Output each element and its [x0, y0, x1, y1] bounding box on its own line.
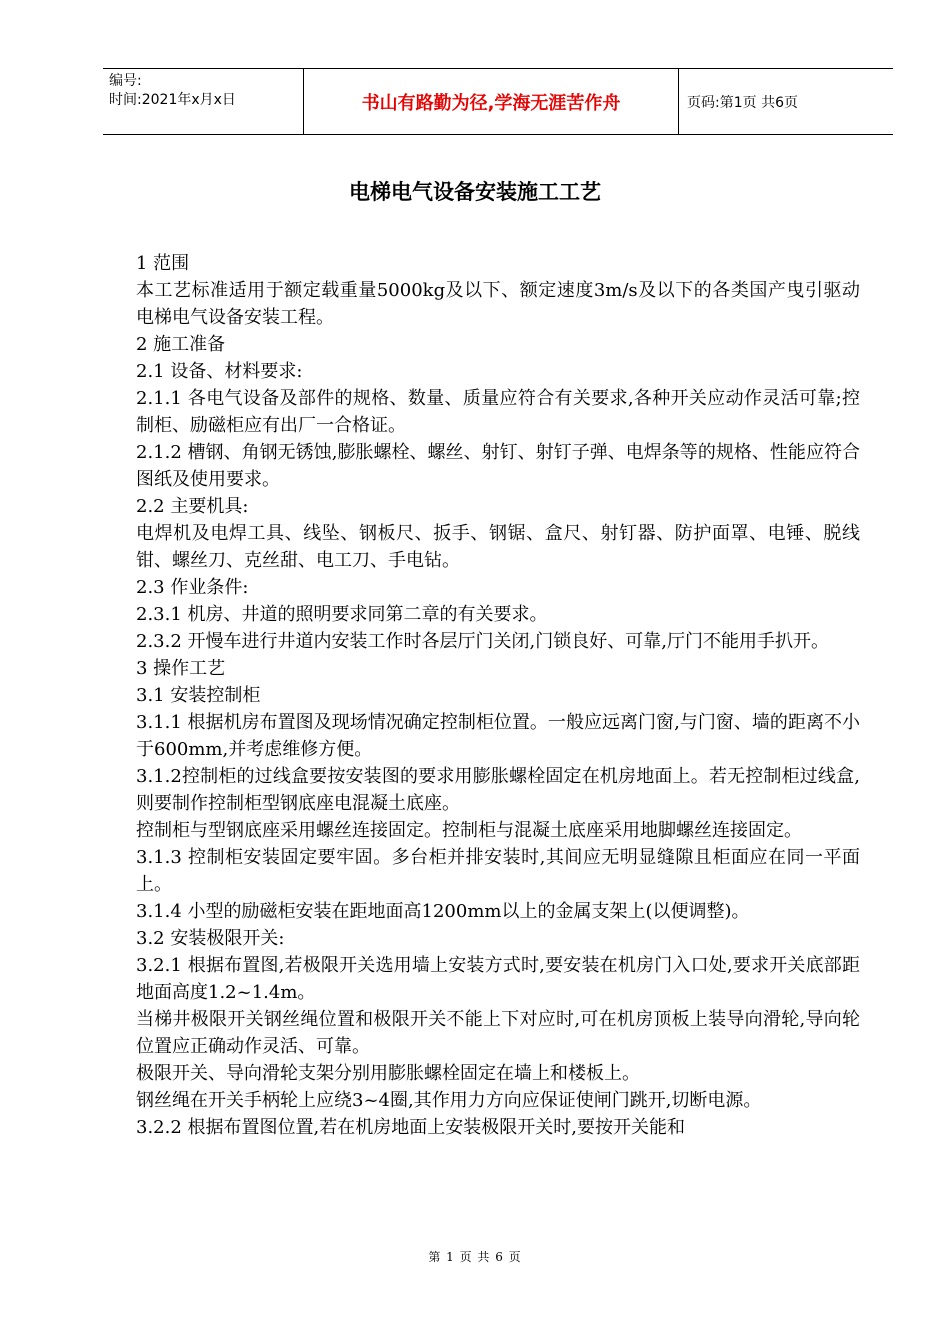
- paragraph: 3.1.4 小型的励磁柜安装在距地面高1200mm以上的金属支架上(以便调整)。: [136, 901, 750, 922]
- paragraph: 2.2 主要机具:: [136, 496, 249, 517]
- paragraph: 本工艺标准适用于额定载重量5000kg及以下、额定速度3m/s及以下的各类国产曳引驱动电梯电气设备安装工程。: [136, 280, 860, 328]
- paragraph: 极限开关、导向滑轮支架分别用膨胀螺栓固定在墙上和楼板上。: [136, 1063, 640, 1084]
- paragraph: 2.3.1 机房、井道的照明要求同第二章的有关要求。: [136, 604, 548, 625]
- header-meta: [103, 69, 304, 134]
- paragraph: 钢丝绳在开关手柄轮上应绕3~4圈,其作用力方向应保证使闸门跳开,切断电源。: [136, 1090, 762, 1111]
- header-page-number: 页码:第1页 共6页: [687, 94, 798, 111]
- paragraph: 3.1.1 根据机房布置图及现场情况确定控制柜位置。一般应远离门窗,与门窗、墙的距离不小于600mm,并考虑维修方便。: [136, 712, 860, 760]
- paragraph: 3 操作工艺: [136, 658, 226, 679]
- doc-time-label: 时间:2021年x月x日: [109, 92, 236, 108]
- paragraph: 3.2.2 根据布置图位置,若在机房地面上安装极限开关时,要按开关能和: [136, 1117, 685, 1138]
- paragraph: 2.3 作业条件:: [136, 577, 249, 598]
- doc-number-label: 编号:: [109, 73, 142, 89]
- paragraph: 2 施工准备: [136, 334, 226, 355]
- paragraph: 2.1.2 槽钢、角钢无锈蚀,膨胀螺栓、螺丝、射钉、射钉子弹、电焊条等的规格、性能应符合图纸及使用要求。: [136, 442, 860, 490]
- paragraph: 3.2.1 根据布置图,若极限开关选用墙上安装方式时,要安装在机房门入口处,要求开关底部距地面高度1.2~1.4m。: [136, 955, 860, 1003]
- paragraph: 当梯井极限开关钢丝绳位置和极限开关不能上下对应时,可在机房顶板上装导向滑轮,导向轮位置应正确动作灵活、可靠。: [136, 1009, 860, 1057]
- page-footer: 第 1 页 共 6 页: [428, 1250, 522, 1264]
- paragraph: 电焊机及电焊工具、线坠、钢板尺、扳手、钢锯、盒尺、射钉器、防护面罩、电锤、脱线钳、螺丝刀、克丝甜、电工刀、手电钻。: [136, 523, 860, 571]
- document-title: 电梯电气设备安装施工工艺: [349, 180, 601, 204]
- paragraph: 1 范围: [136, 253, 190, 274]
- paragraph: 3.1.2控制柜的过线盒要按安装图的要求用膨胀螺栓固定在机房地面上。若无控制柜过线盒,则要制作控制柜型钢底座电混凝土底座。: [136, 766, 860, 814]
- paragraph: 3.2 安装极限开关:: [136, 928, 285, 949]
- paragraph: 3.1 安装控制柜: [136, 685, 261, 706]
- header-motto: 书山有路勤为径,学海无涯苦作舟: [304, 69, 679, 134]
- paragraph: 2.3.2 开慢车进行井道内安装工作时各层厅门关闭,门锁良好、可靠,厅门不能用手扒开。: [136, 631, 829, 652]
- paragraph: 2.1.1 各电气设备及部件的规格、数量、质量应符合有关要求,各种开关应动作灵活可靠;控制柜、励磁柜应有出厂一合格证。: [136, 388, 860, 436]
- paragraph: 控制柜与型钢底座采用螺丝连接固定。控制柜与混凝土底座采用地脚螺丝连接固定。: [136, 820, 802, 841]
- paragraph: 2.1 设备、材料要求:: [136, 361, 303, 382]
- paragraph: 3.1.3 控制柜安装固定要牢固。多台柜并排安装时,其间应无明显缝隙且柜面应在同一平面上。: [136, 847, 860, 895]
- document-body: [136, 250, 860, 1141]
- page-header: [103, 68, 893, 135]
